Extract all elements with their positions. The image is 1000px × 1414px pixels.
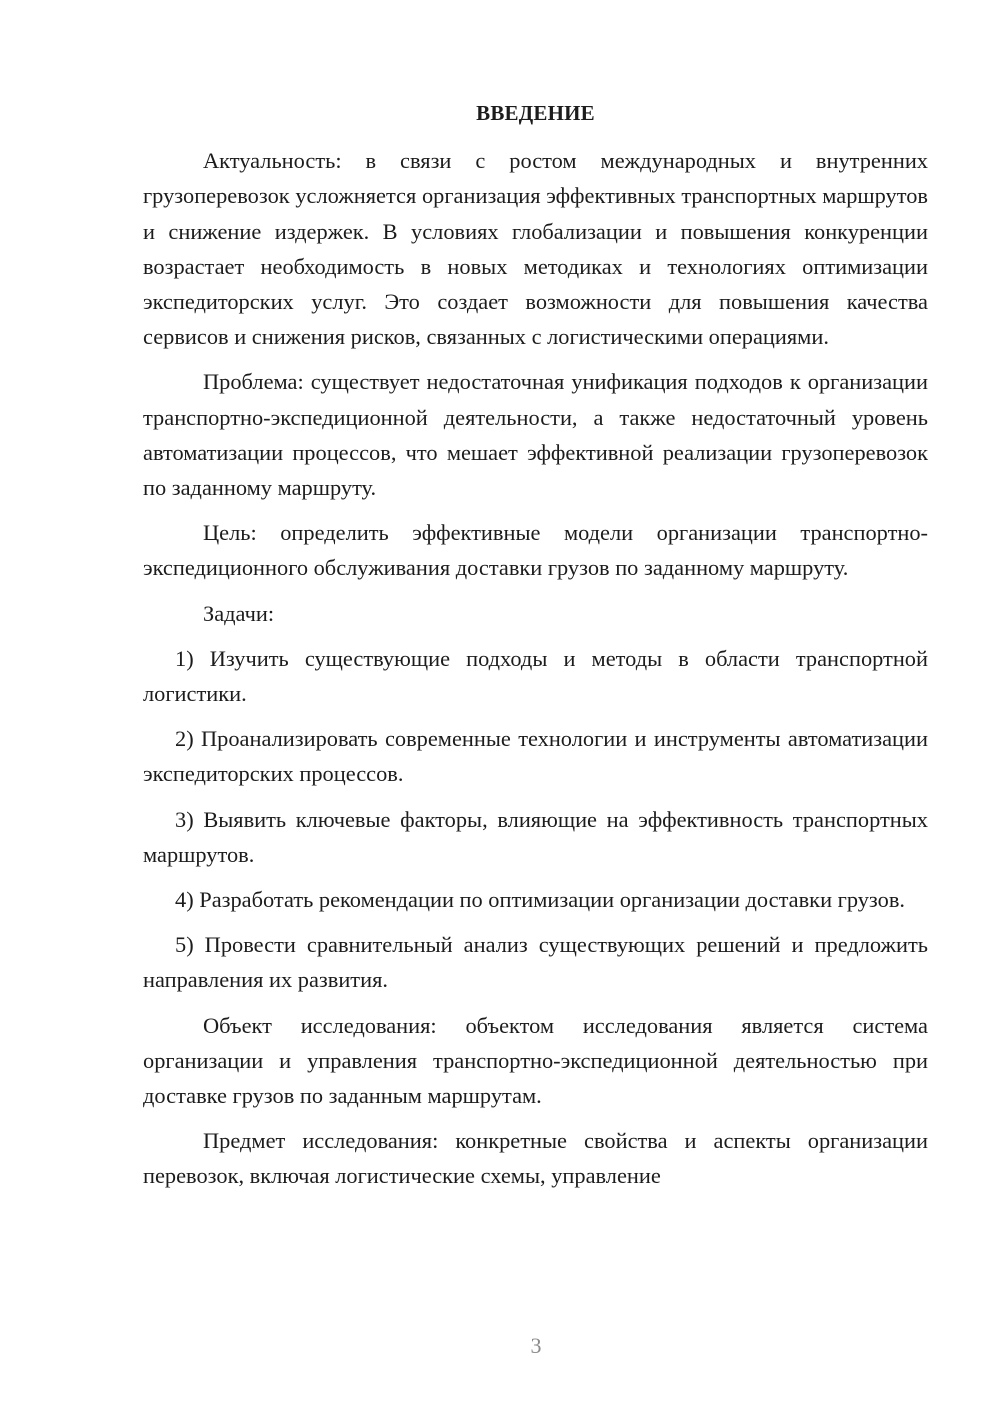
page-content bbox=[143, 96, 928, 1204]
page-number: 3 bbox=[530, 1333, 542, 1358]
subject-paragraph: Предмет исследования: конкретные свойства и аспекты организации перевозок, включая логистические схемы, управление bbox=[143, 1128, 928, 1189]
tasks-heading: Задачи: bbox=[203, 600, 275, 626]
task-item: 2) Проанализировать современные технологии и инструменты автоматизации экспедиторских процессов. bbox=[143, 726, 928, 787]
task-item: 3) Выявить ключевые факторы, влияющие на эффективность транспортных маршрутов. bbox=[143, 806, 928, 867]
section-title: ВВЕДЕНИЕ bbox=[476, 101, 595, 125]
task-item: 4) Разработать рекомендации по оптимизации организации доставки грузов. bbox=[175, 887, 906, 913]
problem-paragraph: Проблема: существует недостаточная унификация подходов к организации транспортно-экспедиционной деятельности, а также недостаточный уровень автоматизации процессов, что мешает эффективной реализации грузоперевозок по заданному маршруту. bbox=[143, 369, 928, 501]
task-item: 5) Провести сравнительный анализ существующих решений и предложить направления их развития. bbox=[143, 932, 928, 993]
relevance-paragraph: Актуальность: в связи с ростом международных и внутренних грузоперевозок усложняется организация эффективных транспортных маршрутов и снижение издержек. В условиях глобализации и повышения конкуренции возрастает необходимость в новых методиках и технологиях оптимизации экспедиторских услуг. Это создает возможности для повышения качества сервисов и снижения рисков, связанных с логистическими операциями. bbox=[143, 148, 928, 350]
object-paragraph: Объект исследования: объектом исследования является система организации и управления транспортно-экспедиционной деятельностью при доставке грузов по заданным маршрутам. bbox=[143, 1012, 928, 1109]
goal-paragraph: Цель: определить эффективные модели организации транспортно-экспедиционного обслуживания доставки грузов по заданному маршруту. bbox=[143, 520, 928, 581]
task-item: 1) Изучить существующие подходы и методы в области транспортной логистики. bbox=[143, 645, 928, 707]
